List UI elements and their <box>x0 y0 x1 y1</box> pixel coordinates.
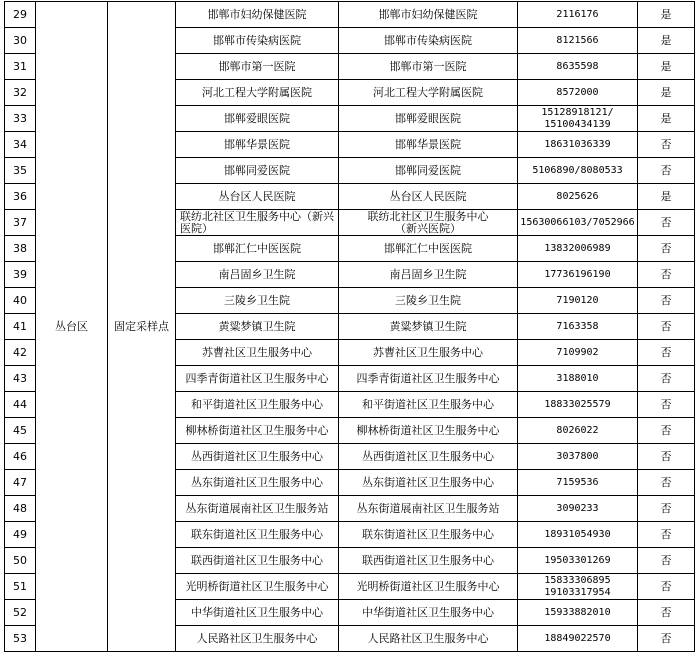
flag-cell: 否 <box>638 158 695 184</box>
phone-cell: 7109902 <box>518 340 638 366</box>
phone-cell: 7190120 <box>518 288 638 314</box>
hospital-name-cell: 邯郸同爱医院 <box>176 158 339 184</box>
row-number-cell: 34 <box>5 132 36 158</box>
row-number-cell: 47 <box>5 470 36 496</box>
hospital-name-cell: 联西街道社区卫生服务中心 <box>176 548 339 574</box>
hospital-name-cell: 黄粱梦镇卫生院 <box>176 314 339 340</box>
flag-cell: 否 <box>638 366 695 392</box>
address-cell: 河北工程大学附属医院 <box>339 80 518 106</box>
address-cell: 丛西街道社区卫生服务中心 <box>339 444 518 470</box>
phone-cell: 7163358 <box>518 314 638 340</box>
address-cell: 联西街道社区卫生服务中心 <box>339 548 518 574</box>
phone-cell: 15128918121/ 15100434139 <box>518 106 638 132</box>
hospital-name-cell: 联东街道社区卫生服务中心 <box>176 522 339 548</box>
phone-cell: 8635598 <box>518 54 638 80</box>
address-cell: 邯郸市第一医院 <box>339 54 518 80</box>
phone-cell: 18849022570 <box>518 626 638 652</box>
flag-cell: 是 <box>638 28 695 54</box>
phone-cell: 3037800 <box>518 444 638 470</box>
row-number-cell: 33 <box>5 106 36 132</box>
phone-cell: 19503301269 <box>518 548 638 574</box>
flag-cell: 否 <box>638 470 695 496</box>
phone-cell: 15630066103/7052966 <box>518 210 638 236</box>
flag-cell: 否 <box>638 548 695 574</box>
flag-cell: 否 <box>638 392 695 418</box>
district-cell: 丛台区 <box>36 2 108 652</box>
hospital-name-cell: 丛台区人民医院 <box>176 184 339 210</box>
address-cell: 苏曹社区卫生服务中心 <box>339 340 518 366</box>
table-body <box>5 2 695 652</box>
flag-cell: 否 <box>638 600 695 626</box>
flag-cell: 是 <box>638 184 695 210</box>
hospital-name-cell: 邯郸华景医院 <box>176 132 339 158</box>
phone-cell: 8026022 <box>518 418 638 444</box>
site-type-cell: 固定采样点 <box>108 2 176 652</box>
row-number-cell: 31 <box>5 54 36 80</box>
row-number-cell: 29 <box>5 2 36 28</box>
hospital-name-cell: 丛东街道社区卫生服务中心 <box>176 470 339 496</box>
row-number-cell: 36 <box>5 184 36 210</box>
row-number-cell: 42 <box>5 340 36 366</box>
address-cell: 三陵乡卫生院 <box>339 288 518 314</box>
hospital-name-cell: 苏曹社区卫生服务中心 <box>176 340 339 366</box>
hospital-name-cell: 邯郸汇仁中医医院 <box>176 236 339 262</box>
address-cell: 邯郸市传染病医院 <box>339 28 518 54</box>
address-cell: 光明桥街道社区卫生服务中心 <box>339 574 518 600</box>
flag-cell: 是 <box>638 2 695 28</box>
row-number-cell: 37 <box>5 210 36 236</box>
address-cell: 邯郸汇仁中医医院 <box>339 236 518 262</box>
hospital-name-cell: 人民路社区卫生服务中心 <box>176 626 339 652</box>
hospital-name-cell: 柳林桥街道社区卫生服务中心 <box>176 418 339 444</box>
row-number-cell: 48 <box>5 496 36 522</box>
flag-cell: 否 <box>638 288 695 314</box>
row-number-cell: 43 <box>5 366 36 392</box>
row-number-cell: 44 <box>5 392 36 418</box>
hospital-name-cell: 三陵乡卫生院 <box>176 288 339 314</box>
hospital-name-cell: 四季青街道社区卫生服务中心 <box>176 366 339 392</box>
hospital-name-cell: 中华街道社区卫生服务中心 <box>176 600 339 626</box>
phone-cell: 18631036339 <box>518 132 638 158</box>
address-cell: 邯郸华景医院 <box>339 132 518 158</box>
flag-cell: 否 <box>638 262 695 288</box>
phone-cell: 18833025579 <box>518 392 638 418</box>
row-number-cell: 35 <box>5 158 36 184</box>
phone-cell: 15933882010 <box>518 600 638 626</box>
row-number-cell: 51 <box>5 574 36 600</box>
address-cell: 黄粱梦镇卫生院 <box>339 314 518 340</box>
address-cell: 邯郸同爱医院 <box>339 158 518 184</box>
row-number-cell: 46 <box>5 444 36 470</box>
address-cell: 联纺北社区卫生服务中心 （新兴医院） <box>339 210 518 236</box>
flag-cell: 否 <box>638 496 695 522</box>
phone-cell: 5106890/8080533 <box>518 158 638 184</box>
sampling-sites-table <box>4 1 695 652</box>
address-cell: 联东街道社区卫生服务中心 <box>339 522 518 548</box>
address-cell: 丛东街道展南社区卫生服务站 <box>339 496 518 522</box>
hospital-name-cell: 丛东街道展南社区卫生服务站 <box>176 496 339 522</box>
address-cell: 南吕固乡卫生院 <box>339 262 518 288</box>
flag-cell: 否 <box>638 210 695 236</box>
row-number-cell: 39 <box>5 262 36 288</box>
row-number-cell: 45 <box>5 418 36 444</box>
phone-cell: 8025626 <box>518 184 638 210</box>
hospital-name-cell: 丛西街道社区卫生服务中心 <box>176 444 339 470</box>
hospital-name-cell: 南吕固乡卫生院 <box>176 262 339 288</box>
phone-cell: 8572000 <box>518 80 638 106</box>
row-number-cell: 40 <box>5 288 36 314</box>
table-row <box>5 2 695 28</box>
flag-cell: 是 <box>638 106 695 132</box>
row-number-cell: 41 <box>5 314 36 340</box>
phone-cell: 17736196190 <box>518 262 638 288</box>
hospital-name-cell: 联纺北社区卫生服务中心（新兴医院） <box>176 210 339 236</box>
hospital-name-cell: 邯郸市妇幼保健医院 <box>176 2 339 28</box>
hospital-name-cell: 邯郸爱眼医院 <box>176 106 339 132</box>
hospital-name-cell: 河北工程大学附属医院 <box>176 80 339 106</box>
phone-cell: 3188010 <box>518 366 638 392</box>
flag-cell: 否 <box>638 444 695 470</box>
address-cell: 邯郸市妇幼保健医院 <box>339 2 518 28</box>
address-cell: 丛台区人民医院 <box>339 184 518 210</box>
row-number-cell: 38 <box>5 236 36 262</box>
phone-cell: 7159536 <box>518 470 638 496</box>
address-cell: 柳林桥街道社区卫生服务中心 <box>339 418 518 444</box>
flag-cell: 否 <box>638 236 695 262</box>
row-number-cell: 32 <box>5 80 36 106</box>
address-cell: 四季青街道社区卫生服务中心 <box>339 366 518 392</box>
row-number-cell: 30 <box>5 28 36 54</box>
phone-cell: 2116176 <box>518 2 638 28</box>
row-number-cell: 52 <box>5 600 36 626</box>
flag-cell: 否 <box>638 626 695 652</box>
phone-cell: 18931054930 <box>518 522 638 548</box>
hospital-name-cell: 邯郸市传染病医院 <box>176 28 339 54</box>
address-cell: 丛东街道社区卫生服务中心 <box>339 470 518 496</box>
address-cell: 邯郸爱眼医院 <box>339 106 518 132</box>
address-cell: 人民路社区卫生服务中心 <box>339 626 518 652</box>
flag-cell: 否 <box>638 340 695 366</box>
phone-cell: 13832006989 <box>518 236 638 262</box>
hospital-name-cell: 和平街道社区卫生服务中心 <box>176 392 339 418</box>
address-cell: 中华街道社区卫生服务中心 <box>339 600 518 626</box>
flag-cell: 否 <box>638 132 695 158</box>
phone-cell: 15833306895 19103317954 <box>518 574 638 600</box>
phone-cell: 8121566 <box>518 28 638 54</box>
flag-cell: 是 <box>638 54 695 80</box>
row-number-cell: 49 <box>5 522 36 548</box>
flag-cell: 否 <box>638 418 695 444</box>
hospital-name-cell: 光明桥街道社区卫生服务中心 <box>176 574 339 600</box>
flag-cell: 否 <box>638 314 695 340</box>
row-number-cell: 50 <box>5 548 36 574</box>
address-cell: 和平街道社区卫生服务中心 <box>339 392 518 418</box>
phone-cell: 3090233 <box>518 496 638 522</box>
flag-cell: 否 <box>638 522 695 548</box>
flag-cell: 是 <box>638 80 695 106</box>
hospital-name-cell: 邯郸市第一医院 <box>176 54 339 80</box>
flag-cell: 否 <box>638 574 695 600</box>
row-number-cell: 53 <box>5 626 36 652</box>
